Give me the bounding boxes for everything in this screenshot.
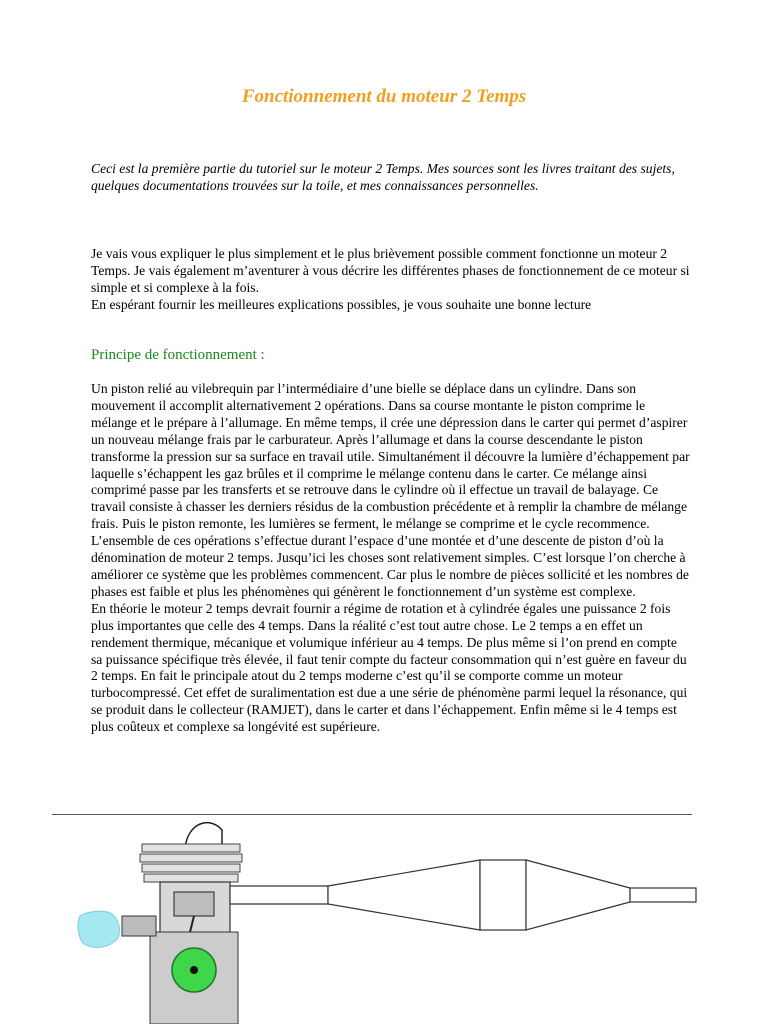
body-paragraph: En théorie le moteur 2 temps devrait fournir a régime de rotation et à cylindrée égales une puissance 2 fois plus importantes que celle des 4 temps. Dans la réalité c’est tout autre chose. Le 2 temps a en effet un rendement thermique, mécanique et volumique inférieur au 4 temps. De plus même si l’on prend en compte sa puissance spécifique très élevée, il faut tenir compte du facteur consommation qui n’est guère en faveur du 2 temps. En fait le principale atout du 2 temps moderne c’est qu’il se comporte comme un moteur turbocompressé. Cet effet de suralimentation est due a une série de phénomène parmi lequel la résonance, qui se produit dans le collecteur (RAMJET), dans le carter et dans l’échappement. Enfin même si le 4 temps est plus coûteux et complexe sa longévité est supérieure. [91,600,688,735]
section-body [91,381,691,736]
page-title: Fonctionnement du moteur 2 Temps [241,86,527,107]
body-paragraph: Un piston relié au vilebrequin par l’intermédiaire d’une bielle se déplace dans un cylindre. Dans son mouvement il accomplit alternativement 2 opérations. Dans sa course montante le piston comprime le mélange et le prépare à l’allumage. En même temps, il crée une dépression dans le carter qui permet d’aspirer un nouveau mélange frais par le carburateur. Après l’allumage et dans la course descendante le piston transforme la pression sur sa surface en travail utile. Simultanément il découvre la lumière d’échappement par laquelle s’échappent les gaz brûles et il comprime le mélange contenu dans le carter. Ce mélange ainsi comprimé passe par les transferts et se retrouve dans le cylindre où il effectue un travail de balayage. Ce travail consiste à chasser les derniers résidus de la combustion précédente et à remplir la chambre de mélange frais. Puis le piston remonte, les lumières se ferment, le mélange se comprime et le cycle recommence. [91,381,690,532]
engine-exhaust-diagram-icon [70,812,700,1024]
intro-body [91,246,691,314]
body-paragraph: Je vais vous expliquer le plus simplement et le plus brièvement possible comment fonctionne un moteur 2 Temps. Je vais également m’aventurer à vous décrire les différentes phases de fonctionnement de ce moteur si simple et si complexe à la fois. [91,246,690,295]
intro-paragraph: Ceci est la première partie du tutoriel sur le moteur 2 Temps. Mes sources sont les livres traitant des sujets, quelques documentations trouvées sur la toile, et mes connaissances personnelles. [91,161,675,194]
body-paragraph: L’ensemble de ces opérations s’effectue durant l’espace d’une montée et d’une descente de piston d’où la dénomination de moteur 2 temps. Jusqu’ici les choses sont relativement simples. C’est lorsque l’on cherche à améliorer ce système que les problèmes commencent. Car plus le nombre de pièces sollicité et les nombres de phases est faible et plus les phénomènes qui génèrent le fonctionnement d’un système est complexe. [91,533,689,599]
body-paragraph: En espérant fournir les meilleures explications possibles, je vous souhaite une bonne lecture [91,296,592,312]
section-heading: Principe de fonctionnement : [91,347,265,363]
